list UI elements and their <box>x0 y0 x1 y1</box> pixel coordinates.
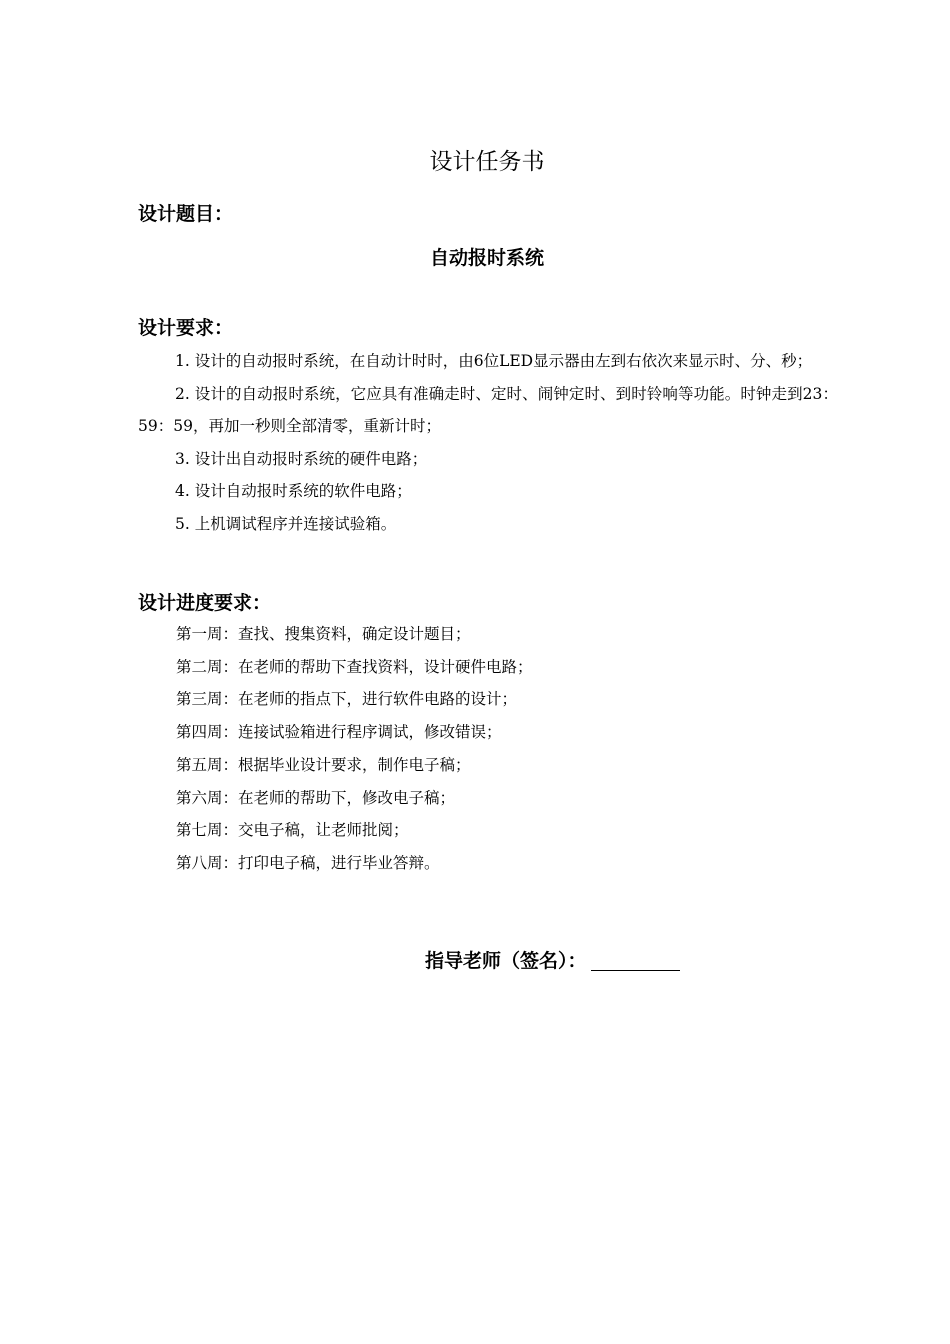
schedule-item: 第八周：打印电子稿，进行毕业答辩。 <box>176 853 440 872</box>
requirement-item: 3. 设计出自动报时系统的硬件电路； <box>175 449 428 468</box>
schedule-item: 第四周：连接试验箱进行程序调试，修改错误； <box>176 723 502 742</box>
document-title: 设计任务书 <box>429 149 545 175</box>
topic-heading: 设计题目： <box>138 203 234 225</box>
requirement-item: 1. 设计的自动报时系统，在自动计时时，由6位LED显示器由左到右依次来显示时、分、秒； <box>175 352 813 370</box>
schedule-item: 第三周：在老师的指点下，进行软件电路的设计； <box>176 690 518 709</box>
schedule-item: 第二周：在老师的帮助下查找资料，设计硬件电路； <box>176 657 533 676</box>
requirement-item: 4. 设计自动报时系统的软件电路； <box>175 482 412 500</box>
schedule-item: 第一周：查找、搜集资料，确定设计题目； <box>176 625 471 643</box>
requirements-heading: 设计要求： <box>138 317 234 339</box>
schedule-item: 第六周：在老师的帮助下，修改电子稿； <box>176 788 456 807</box>
signature-line <box>591 946 680 971</box>
schedule-item: 第五周：根据毕业设计要求，制作电子稿； <box>176 755 471 774</box>
signature-label: 指导老师（签名）： <box>425 950 587 972</box>
signature-block <box>425 946 680 975</box>
requirements-list <box>138 345 838 540</box>
schedule-heading: 设计进度要求： <box>138 592 272 614</box>
topic-name: 自动报时系统 <box>429 247 544 269</box>
schedule-list <box>176 618 836 880</box>
schedule-item: 第七周：交电子稿，让老师批阅； <box>176 821 409 840</box>
requirement-item: 5. 上机调试程序并连接试验箱。 <box>175 514 397 533</box>
requirement-item: 2. 设计的自动报时系统，它应具有准确走时、定时、闹钟定时、到时铃响等功能。时钟走到23：59：59，再加一秒则全部清零，重新计时； <box>138 384 838 435</box>
